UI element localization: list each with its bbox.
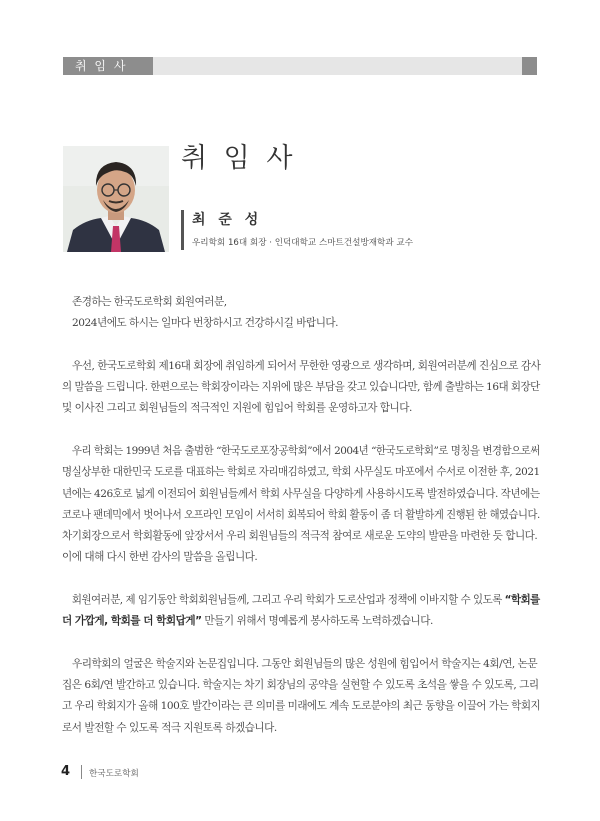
text-line xyxy=(62,590,540,611)
text-line: 년에는 426호로 넓게 이전되어 회원님들께서 학회 사무실을 다양하게 사용하시도록 발전하였습니다. 작년에는 xyxy=(62,487,540,500)
pledge-text: 회원여러분, 제 임기동안 학회회원님들께, 그리고 우리 학회가 도로산업과 정책에 이바지할 수 있도록 xyxy=(71,594,505,607)
text-line: 의 말씀을 드립니다. 한편으로는 학회장이라는 지위에 많은 부담을 갖고 있습니다만, 함께 출발하는 16대 회장단 xyxy=(62,381,540,394)
paragraph-inauguration xyxy=(62,356,540,420)
page-title: 취 임 사 xyxy=(181,143,297,174)
author-affiliation: 우리학회 16대 회장 · 인덕대학교 스마트건설방재학과 교수 xyxy=(192,238,413,248)
text-line: 우리 학회는 1999년 처음 출범한 “한국도로포장공학회”에서 2004년 “한국도로학회”로 명칭을 변경함으로써 xyxy=(71,445,540,458)
text-line: 고 우리 학회지가 올해 100호 발간이라는 큰 의미를 미래에도 계속 도로분야의 최근 동향을 이끌어 가는 학회지 xyxy=(62,700,541,713)
section-header-end-mark xyxy=(522,57,537,75)
text-line: 명실상부한 대한민국 도로를 대표하는 학회로 자리매김하였고, 학회 사무실도 마포에서 수서로 이전한 후, 2021 xyxy=(62,466,540,479)
text-line: 우리학회의 얼굴은 학술지와 논문집입니다. 그동안 회원님들의 많은 성원에 힘입어서 학술지는 4회/연, 논문 xyxy=(72,658,538,671)
text-line: 로서 발전할 수 있도록 적극 지원토록 하겠습니다. xyxy=(62,721,277,734)
article-body xyxy=(62,292,540,760)
footer-divider xyxy=(81,765,82,779)
text-line: 우선, 한국도로학회 제16대 회장에 취임하게 되어서 무한한 영광으로 생각하며, 회원여러분께 진심으로 감사 xyxy=(72,360,541,372)
text-line: 집은 6회/연 발간하고 있습니다. 학술지는 차기 회장님의 공약을 실현할 수 있도록 초석을 쌓을 수 있도록, 그리 xyxy=(62,679,539,692)
journal-name: 한국도로학회 xyxy=(89,769,139,779)
pledge-slogan: “학회를 xyxy=(504,594,540,607)
text-line: 존경하는 한국도로학회 회원여러분, xyxy=(72,296,227,308)
paragraph-history xyxy=(62,441,540,568)
text-line: 및 이사진 그리고 회원님들의 적극적인 지원에 힘입어 학회를 운영하고자 합니다. xyxy=(62,402,412,415)
paragraph-journal xyxy=(62,654,540,739)
text-line: 차기회장으로서 학회활동에 앞장서서 우리 회원님들의 적극적 참여로 새로운 도약의 발판을 마련한 듯 합니다. xyxy=(62,530,538,543)
section-header-tab: 취 임 사 xyxy=(63,57,153,75)
author-photo xyxy=(63,146,169,252)
paragraph-greeting xyxy=(62,292,540,334)
paragraph-pledge xyxy=(62,590,540,632)
author-accent-bar xyxy=(181,210,184,250)
text-line: 이에 대해 다시 한번 감사의 말씀을 올립니다. xyxy=(62,551,258,564)
text-line: 2024년에도 하시는 일마다 번창하시고 건강하시길 바랍니다. xyxy=(72,317,339,330)
pledge-text: 만들기 위해서 명예롭게 봉사하도록 노력하겠습니다. xyxy=(201,615,433,628)
pledge-slogan: 더 가깝게, 학회를 더 학회답게” xyxy=(62,615,202,628)
page-number: 4 xyxy=(61,764,71,779)
text-line xyxy=(62,611,540,632)
text-line: 코로나 팬데믹에서 벗어나서 오프라인 모임이 서서히 회복되어 학회 활동이 좀 더 활발하게 진행된 한 해였습니다. xyxy=(62,508,540,521)
author-name: 최 준 성 xyxy=(192,212,263,228)
